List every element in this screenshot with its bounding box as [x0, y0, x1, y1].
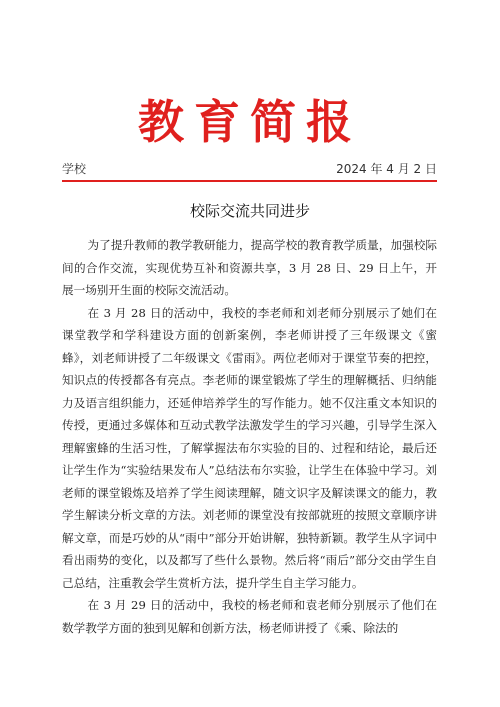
issue-date: 2024 年 4 月 2 日	[336, 162, 437, 176]
school-label: 学校	[62, 162, 87, 176]
meta-row	[62, 160, 437, 178]
header-divider	[62, 180, 437, 182]
paragraph-march-28: 在 3 月 28 日的活动中，我校的李老师和刘老师分别展示了她们在课堂教学和学科建设方面的创新案例，李老师讲授了三年级课文《蜜蜂》，刘老师讲授了二年级课文《雷雨》。两位老师对于课堂节奏的把控，知识点的传授都各有亮点。李老师的课堂锻炼了学生的理解概括、归纳能力及语言组织能力，还延伸培养学生的写作能力。她不仅注重文本知识的传授，更通过多媒体和互动式教学法激发学生的学习兴趣，引导学生深入理解蜜蜂的生活习性，了解掌握法布尔实验的目的、过程和结论，最后还让学生作为“实验结果发布人”总结法布尔实验，让学生在体验中学习。刘老师的课堂锻炼及培养了学生阅读理解，随文识字及解读课文的能力，教学生解读分析文章的方法。刘老师的课堂没有按部就班的按照文章顺序讲解文章，而是巧妙的从“雨中”部分开始讲解，独特新颖。教学生从字词中看出雨势的变化，以及都写了些什么景物。然后将“雨后”部分交由学生自己总结，注重教会学生赏析方法，提升学生自主学习能力。	[62, 305, 437, 590]
paragraph-intro: 为了提升教师的教学教研能力，提高学校的教育教学质量，加强校际间的合作交流，实现优势互补和资源共享，3 月 28 日、29 日上午，开展一场别开生面的校际交流活动。	[62, 238, 437, 297]
article-headline: 校际交流共同进步	[189, 202, 310, 220]
article-body	[62, 234, 437, 639]
masthead-title: 教育简报	[138, 95, 362, 149]
paragraph-march-29: 在 3 月 29 日的活动中，我校的杨老师和袁老师分别展示了他们在数学教学方面的独到见解和创新方法，杨老师讲授了《乘、除法的	[62, 598, 437, 635]
